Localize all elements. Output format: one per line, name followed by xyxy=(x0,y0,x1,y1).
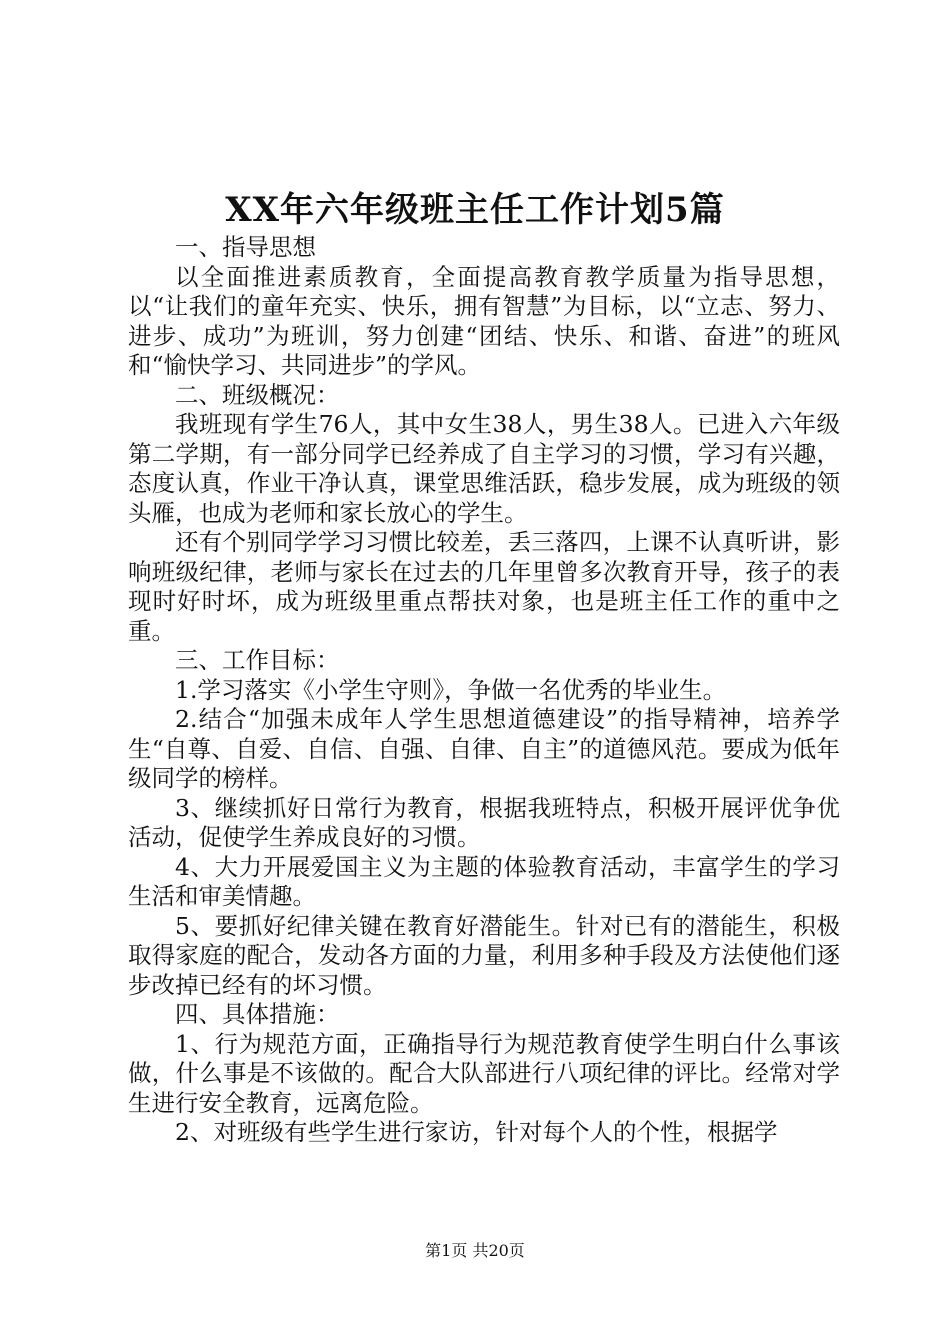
document-title: XX年六年级班主任工作计划5篇 xyxy=(225,190,725,230)
paragraph: 2、对班级有些学生进行家访，针对每个人的个性，根据学 xyxy=(175,1118,778,1146)
paragraph: 4、大力开展爱国主义为主题的体验教育活动，丰富学生的学习生活和审美情趣。 xyxy=(128,852,840,910)
paragraph: 2.结合“加强未成年人学生思想道德建设”的指导精神，培养学生“自尊、自爱、自信、自强、自律、自主”的道德风范。要成为低年级同学的榜样。 xyxy=(128,705,840,792)
page-footer: 第1页 共20页 xyxy=(425,1241,525,1260)
paragraph: 1、行为规范方面，正确指导行为规范教育使学生明白什么事该做，什么事是不该做的。配合大队部进行八项纪律的评比。经常对学生进行安全教育，远离危险。 xyxy=(128,1029,840,1117)
paragraph: 四、具体措施： xyxy=(175,1000,340,1028)
paragraph: 1.学习落实《小学生守则》，争做一名优秀的毕业生。 xyxy=(175,675,727,704)
paragraph: 5、要抓好纪律关键在教育好潜能生。针对已有的潜能生，积极取得家庭的配合，发动各方面的力量，利用多种手段及方法使他们逐步改掉已经有的坏习惯。 xyxy=(128,911,840,999)
document-body xyxy=(128,233,840,1148)
paragraph: 三、工作目标： xyxy=(175,646,340,674)
paragraph: 一、指导思想 xyxy=(175,233,316,261)
paragraph: 还有个别同学学习习惯比较差，丢三落四，上课不认真听讲，影响班级纪律，老师与家长在过去的几年里曾多次教育开导，孩子的表现时好时坏，成为班级里重点帮扶对象，也是班主任工作的重中之重。 xyxy=(128,528,840,645)
paragraph: 二、班级概况： xyxy=(175,380,340,409)
paragraph: 3、继续抓好日常行为教育，根据我班特点，积极开展评优争优活动，促使学生养成良好的习惯。 xyxy=(128,793,840,851)
paragraph: 我班现有学生76人，其中女生38人，男生38人。已进入六年级第二学期，有一部分同学已经养成了自主学习的习惯，学习有兴趣，态度认真，作业干净认真，课堂思维活跃，稳步发展，成为班级的领头雁，也成为老师和家长放心的学生。 xyxy=(128,410,840,527)
paragraph: 以全面推进素质教育，全面提高教育教学质量为指导思想，以“让我们的童年充实、快乐，拥有智慧”为目标，以“立志、努力、进步、成功”为班训，努力创建“团结、快乐、和谐、奋进”的班风和“愉快学习、共同进步”的学风。 xyxy=(128,262,840,379)
